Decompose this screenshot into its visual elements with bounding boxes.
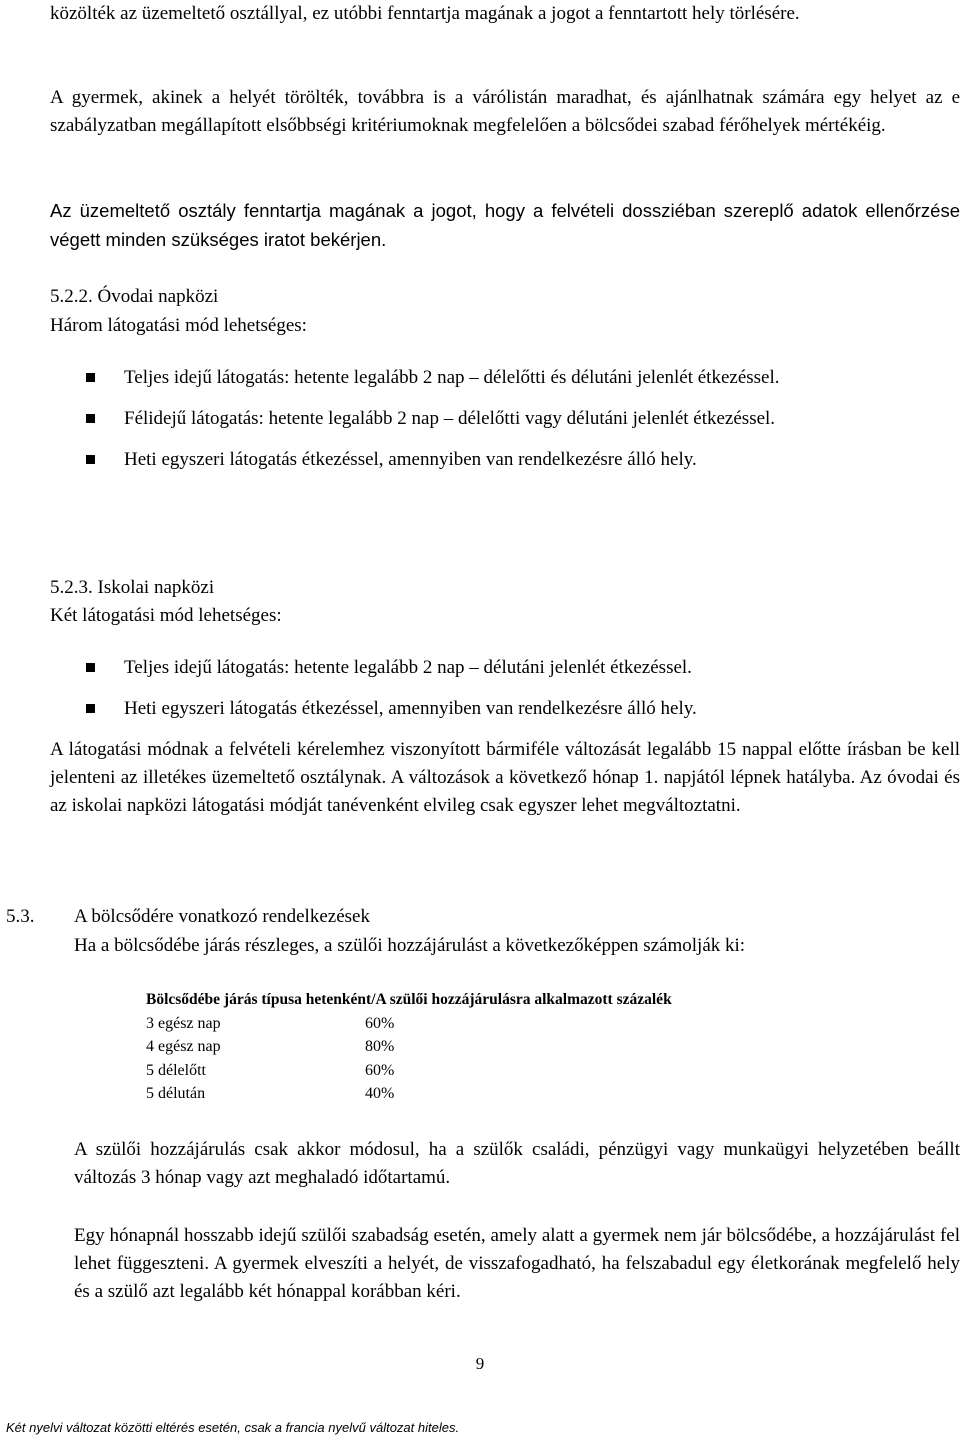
square-bullet-icon: [86, 704, 95, 713]
intro-paragraph-documents: Az üzemeltető osztály fenntartja magának a jogot, hogy a felvételi dossziéban szereplő adatok ellenőrzése végett minden szükséges iratot bekérjen.: [50, 200, 960, 250]
list-item: Heti egyszeri látogatás étkezéssel, amennyiben van rendelkezésre álló hely.: [80, 695, 960, 723]
section-5-2-3-heading: 5.2.3. Iskolai napközi: [50, 577, 215, 598]
square-bullet-icon: [86, 373, 95, 382]
list-item: Teljes idejű látogatás: hetente legalább 2 nap – délutáni jelenlét étkezéssel.: [80, 654, 960, 682]
table-row: 3 egész nap 60%: [146, 1014, 395, 1032]
section-5-2-2-subtitle: Három látogatási mód lehetséges:: [50, 315, 307, 336]
section-5-2-3-bullet-list: [80, 654, 960, 723]
footer-disclaimer: Két nyelvi változat közötti eltérés esetén, csak a francia nyelvű változat hiteles.: [6, 1420, 460, 1435]
section-5-3-paragraph-modification: A szülői hozzájárulás csak akkor módosul, ha a szülők családi, pénzügyi vagy munkaügyi helyzetében beállt változás 3 hónap vagy azt meghaladó időtartamú.: [74, 1139, 960, 1188]
contribution-table: [146, 988, 672, 1106]
section-5-2-3-paragraph: A látogatási módnak a felvételi kérelemhez viszonyított bármiféle változását legalább 15 nappal előtte írásban be kell jelenteni az illetékes üzemeltető osztálynak. A változások a következő hónap 1. napjától lépnek hatályba. Az óvodai és az iskolai napközi látogatási módját tanévenként elvileg csak egyszer lehet megváltoztatni.: [50, 739, 960, 816]
table-row: 4 egész nap 80%: [146, 1038, 395, 1055]
square-bullet-icon: [86, 455, 95, 464]
list-item: Félidejű látogatás: hetente legalább 2 nap – délelőtti vagy délutáni jelenlét étkezéssel.: [80, 405, 960, 433]
section-5-3-number: 5.3.: [6, 906, 35, 927]
table-header: Bölcsődébe járás típusa hetenként/A szülői hozzájárulásra alkalmazott százalék: [146, 991, 672, 1008]
section-5-2-3-subtitle: Két látogatási mód lehetséges:: [50, 605, 282, 626]
intro-paragraph-waitlist: A gyermek, akinek a helyét törölték, továbbra is a várólistán maradhat, és ajánlhatnak számára egy helyet az e szabályzatban megállapított elsőbbségi kritériumoknak megfelelően a bölcsődei szabad férőhelyek mértékéig.: [50, 87, 960, 136]
table-row: 5 délelőtt 60%: [146, 1061, 395, 1079]
intro-text-line: közölték az üzemeltető osztállyal, ez utóbbi fenntartja magának a jogot a fenntartott hely törlésére.: [50, 3, 800, 24]
section-5-3-paragraph-parental-leave: Egy hónapnál hosszabb idejű szülői szabadság esetén, amely alatt a gyermek nem jár bölcsődébe, a hozzájárulást fel lehet függeszteni. A gyermek elveszíti a helyét, de visszafogadható, ha felszabadul egy életkorának megfelelő hely és a szülő azt legalább két hónappal korábban kéri.: [74, 1225, 960, 1302]
section-5-2-2-heading: 5.2.2. Óvodai napközi: [50, 286, 219, 307]
section-5-2-2-bullet-list: [80, 364, 960, 474]
table-row: 5 délután 40%: [146, 1085, 395, 1102]
section-5-3-title: A bölcsődére vonatkozó rendelkezések: [74, 906, 370, 927]
square-bullet-icon: [86, 414, 95, 423]
section-5-3-intro: Ha a bölcsődébe járás részleges, a szülői hozzájárulást a következőképpen számolják ki:: [74, 935, 746, 956]
list-item: Heti egyszeri látogatás étkezéssel, amennyiben van rendelkezésre álló hely.: [80, 446, 960, 474]
page-number: 9: [475, 1354, 485, 1373]
list-item: Teljes idejű látogatás: hetente legalább 2 nap – délelőtti és délutáni jelenlét étkezéssel.: [80, 364, 960, 392]
square-bullet-icon: [86, 663, 95, 672]
